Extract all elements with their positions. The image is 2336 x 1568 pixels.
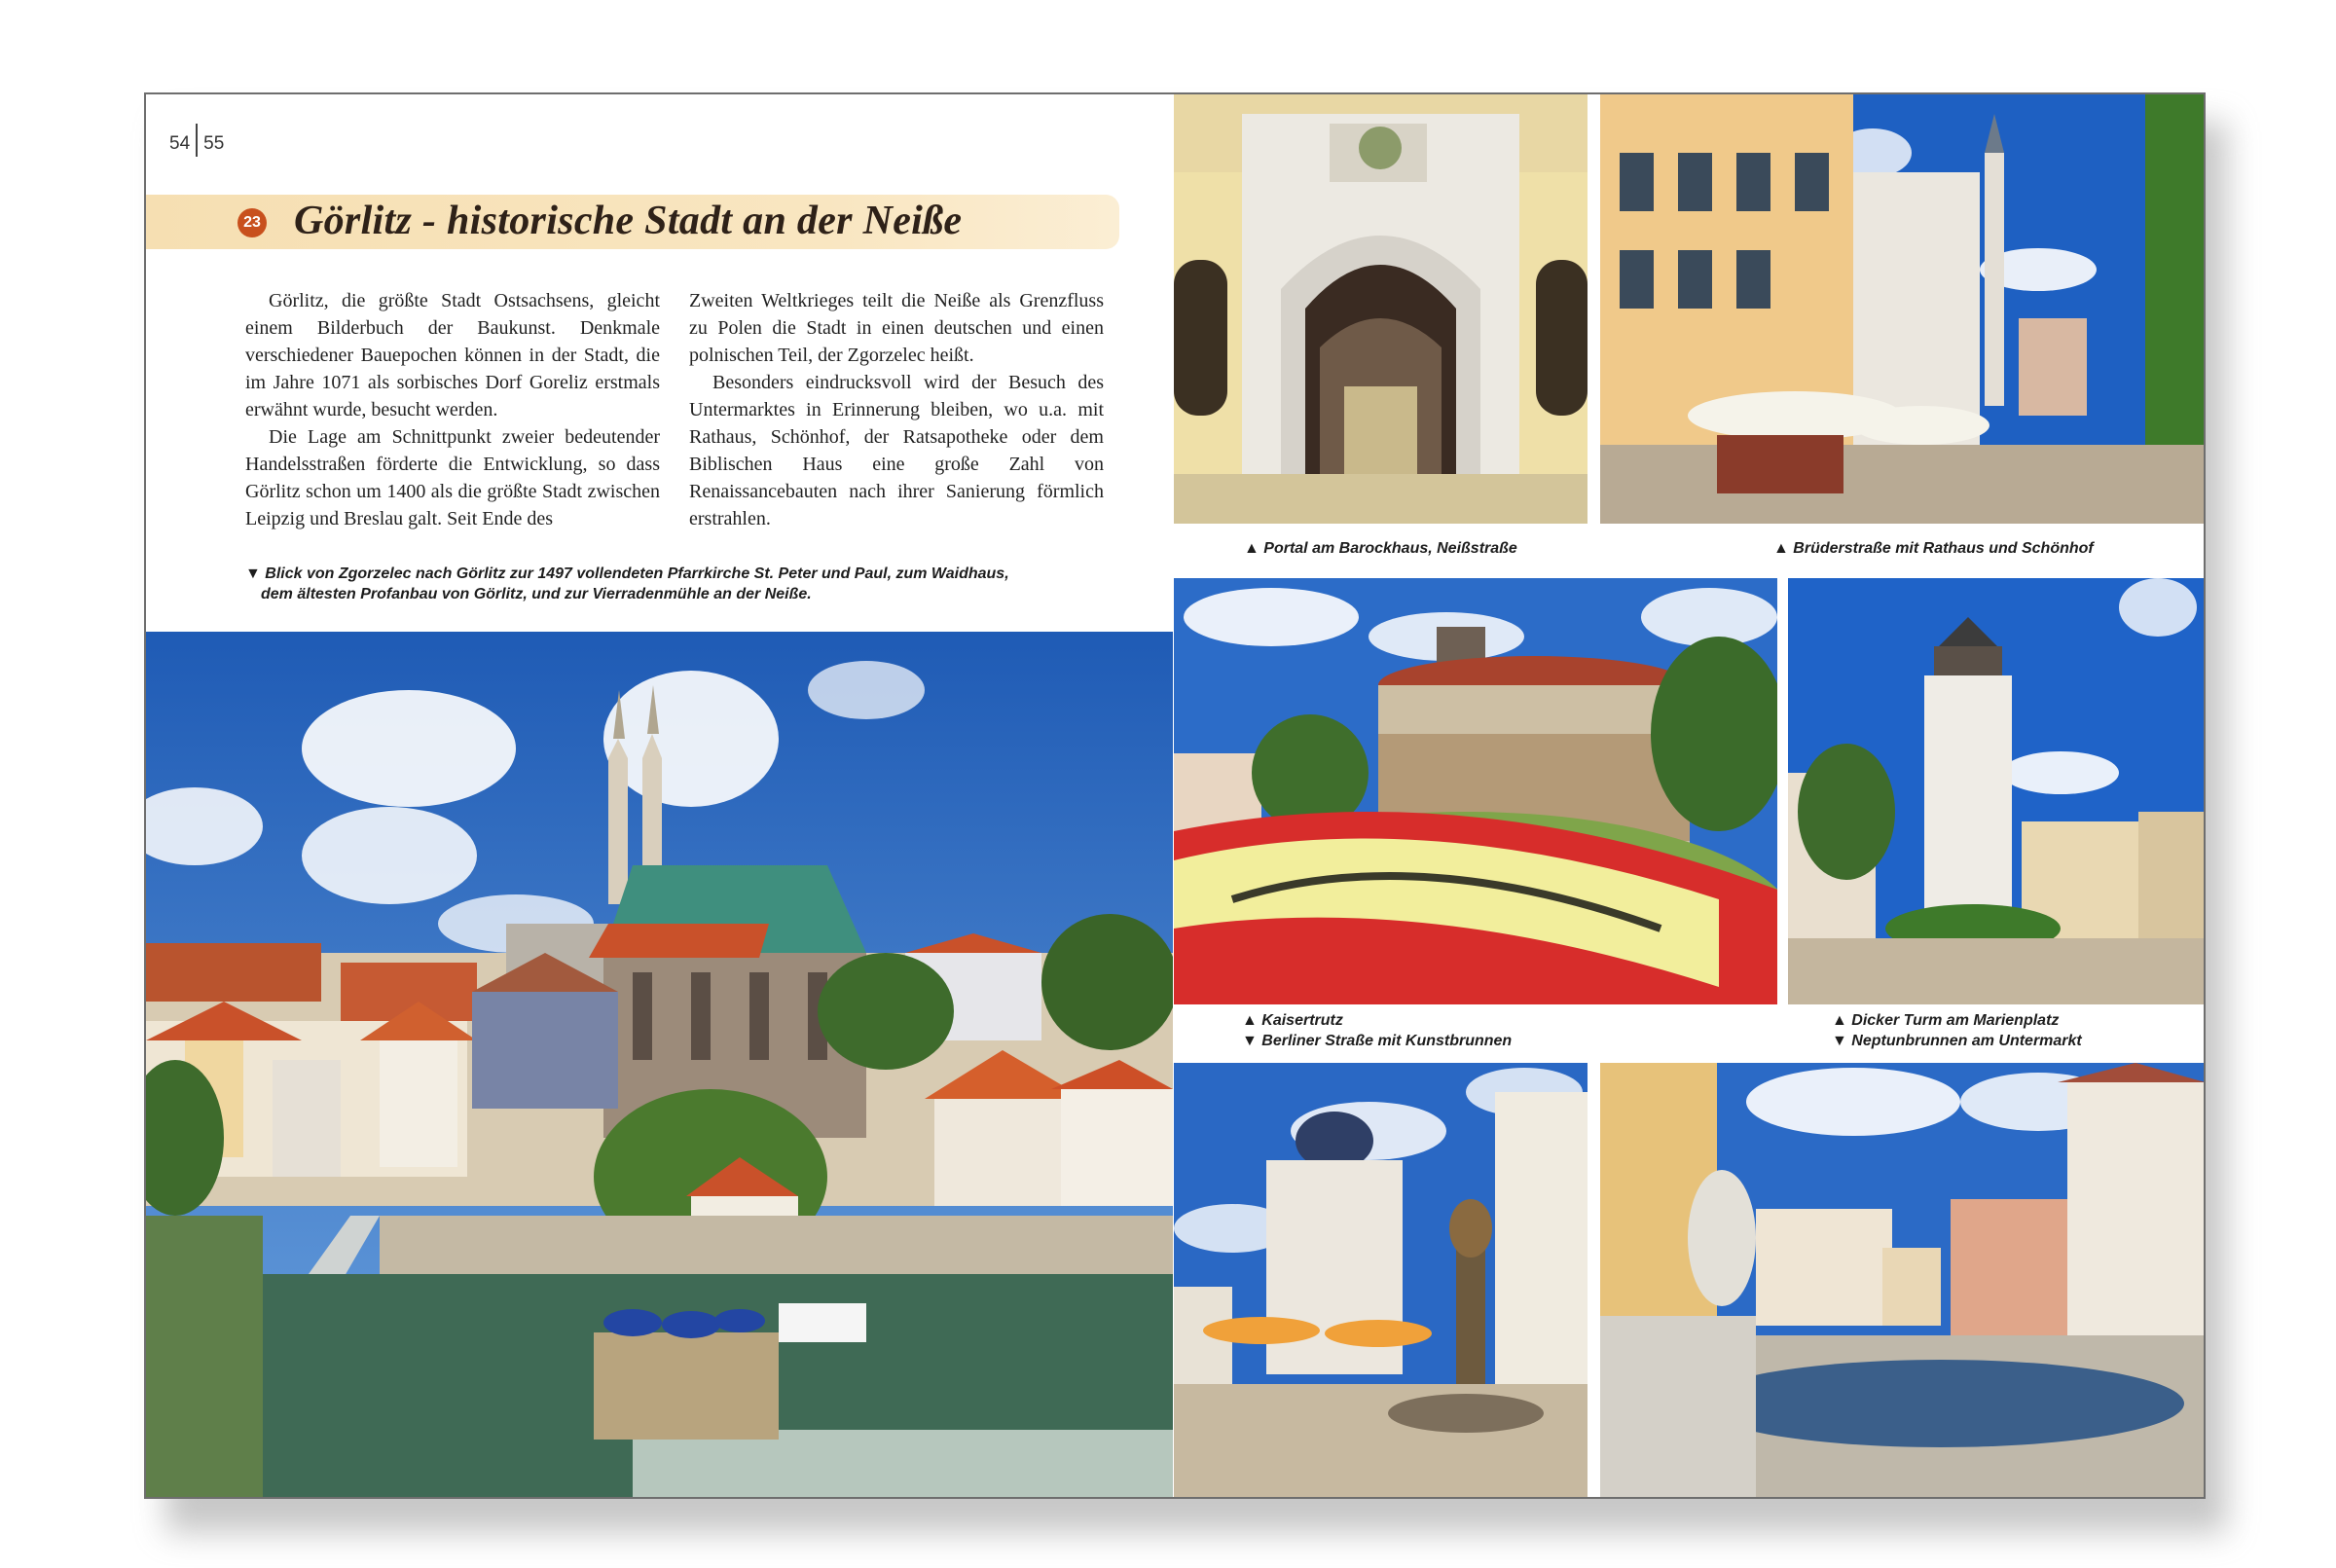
caption-line: ▼ Berliner Straße mit Kunstbrunnen (1242, 1033, 1513, 1049)
caption-bruederstrasse: ▲ Brüderstraße mit Rathaus und Schönhof (1773, 540, 2094, 557)
caption-line: ▼ Blick von Zgorzelec nach Görlitz zur 1497 vollendeten Pfarrkirche St. Peter und Paul, zum Waidhaus, (245, 565, 1009, 582)
main-photo-caption (245, 564, 1009, 604)
photo-goerlitz-panorama (146, 632, 1173, 1499)
caption-portal: ▲ Portal am Barockhaus, Neißstraße (1244, 540, 1517, 557)
paragraph: Görlitz, die größte Stadt Ostsachsens, gleicht einem Bilderbuch der Baukunst. Denkmale verschiedener Bauepochen können in der Stadt, die im Jahre 1071 als sorbisches Dorf Goreliz erstmals erwähnt wurde, besucht werden. (245, 290, 660, 420)
caption-turm-neptun (1832, 1010, 2082, 1051)
photo-portal-barockhaus (1174, 94, 1588, 524)
photo-neptunbrunnen (1600, 1063, 2206, 1499)
page-number-right: 55 (203, 133, 225, 155)
caption-line: dem ältesten Profanbau von Görlitz, und zur Vierradenmühle an der Neiße. (261, 586, 812, 602)
page-numbers (169, 128, 224, 161)
photo-berliner-strasse (1174, 1063, 1588, 1499)
text-column-2 (689, 287, 1104, 532)
photo-kaisertrutz (1174, 578, 1777, 1004)
chapter-title: Görlitz - historische Stadt an der Neiße (294, 199, 963, 243)
caption-line: ▲ Dicker Turm am Marienplatz (1832, 1012, 2060, 1029)
page-number-divider (196, 124, 198, 157)
photo-dicker-turm (1788, 578, 2206, 1004)
paragraph: Zweiten Weltkrieges teilt die Neiße als Grenzfluss zu Polen die Stadt in einen deutschen und einen polnischen Teil, der Zgorzelec heißt. (689, 290, 1104, 366)
paragraph: Die Lage am Schnittpunkt zweier bedeutender Handelsstraßen förderte die Entwicklung, so dass Görlitz schon um 1400 als die größte Stadt zwischen Leipzig und Breslau galt. Seit Ende des (245, 426, 660, 529)
text-column-1 (245, 287, 660, 532)
photo-bruederstrasse (1600, 94, 2206, 524)
caption-line: ▼ Neptunbrunnen am Untermarkt (1832, 1033, 2082, 1049)
paragraph: Besonders eindrucksvoll wird der Besuch des Untermarktes in Erinnerung bleiben, wo u.a. mit Rathaus, Schönhof, der Ratsapotheke oder dem Biblischen Haus eine große Zahl von Renaissancebauten nach ihrer Sanierung förmlich erstrahlen. (689, 372, 1104, 529)
caption-line: ▲ Kaisertrutz (1242, 1012, 1343, 1029)
chapter-number-badge: 23 (237, 208, 267, 237)
page-number-left: 54 (169, 133, 191, 155)
caption-kaisertrutz-berliner (1242, 1010, 1512, 1051)
book-spread (144, 92, 2206, 1499)
